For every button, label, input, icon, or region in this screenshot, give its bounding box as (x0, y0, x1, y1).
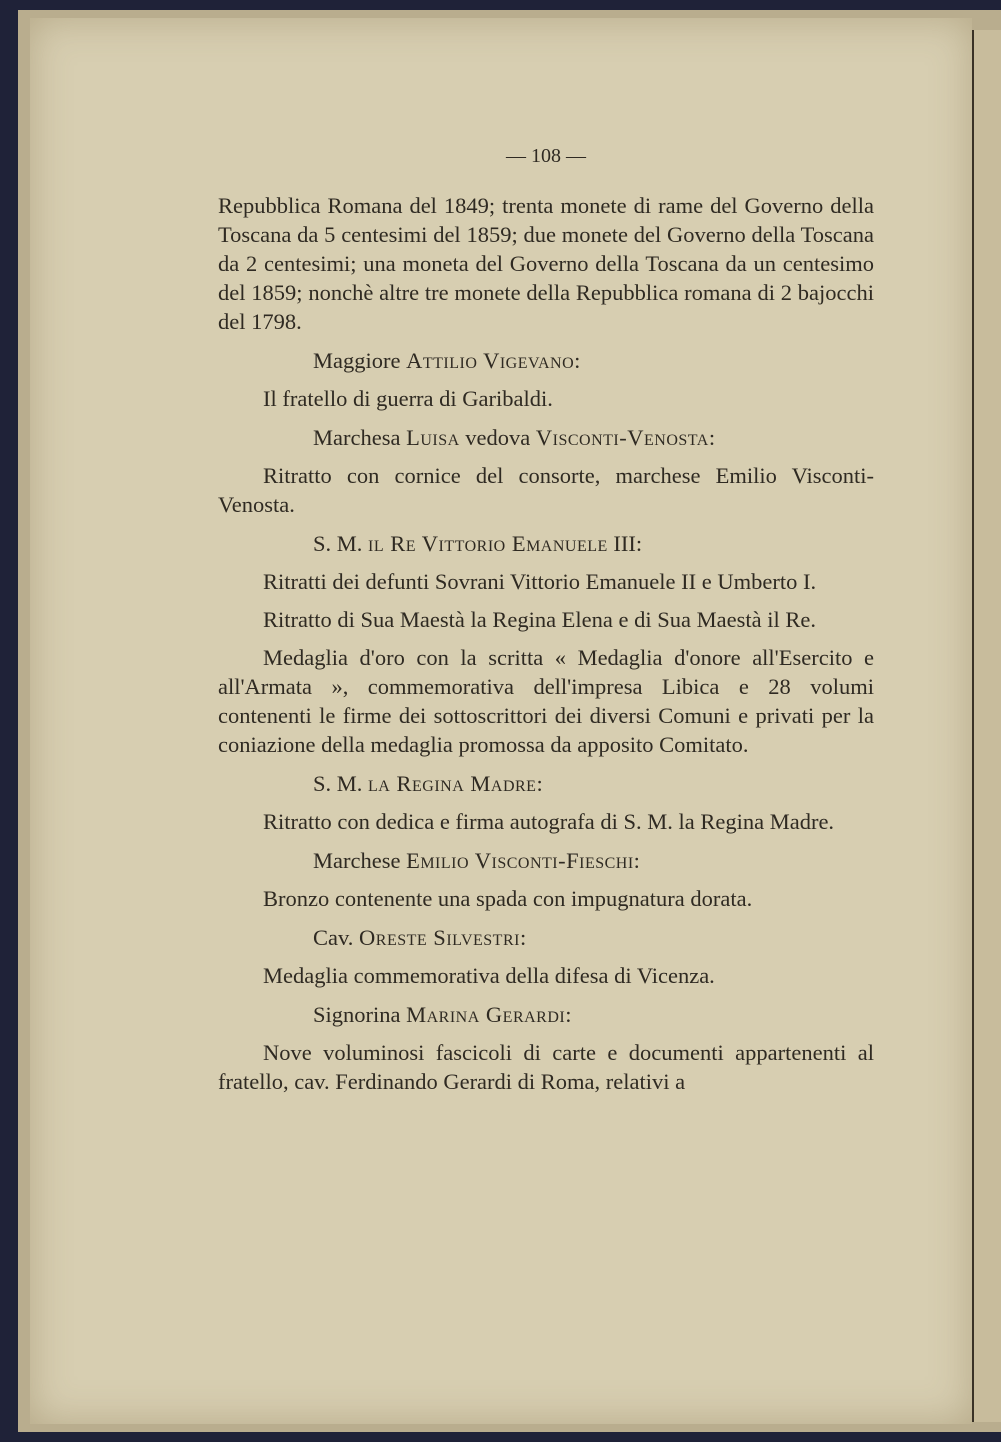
donor-name: Attilio Vigevano (406, 348, 575, 373)
donor-name: Oreste Silvestri (359, 925, 520, 950)
heading-colon: : (536, 771, 543, 796)
donor-title: Marchese (313, 848, 401, 873)
donor-title: Maggiore (313, 348, 401, 373)
next-page-edge (972, 30, 1001, 1422)
donation-description: Ritratto con dedica e firma autografa di S. M. la Regina Madre. (263, 809, 835, 834)
donation-description: Ritratto di Sua Maestà la Regina Elena e di Sua Maestà il Re. (263, 607, 816, 632)
donor-heading (218, 923, 874, 952)
donor-heading (218, 769, 874, 798)
heading-colon: : (708, 425, 716, 450)
donation-description: Nove voluminosi fascicoli di carte e documenti appartenenti al fratello, cav. Ferdinando Gerardi di Roma, relativi a (218, 1040, 874, 1094)
donor-name: il Re Vittorio Emanuele (368, 531, 608, 556)
donor-title: Marchesa (313, 425, 401, 450)
donor-heading (218, 846, 874, 875)
heading-colon: : (519, 925, 527, 950)
heading-colon: : (565, 1002, 572, 1027)
paragraph-continuation: Repubblica Romana del 1849; trenta monete di rame del Governo della Toscana da 5 centesimi del 1859; due monete del Governo della Toscana da 2 centesimi; una moneta del Governo della Toscana da un centesimo del 1859; nonchè altre tre monete della Repubblica romana di 2 bajocchi del 1798. (218, 193, 874, 334)
heading-colon: : (633, 848, 640, 873)
donor-regnal-number: III (613, 531, 636, 556)
heading-colon: : (635, 531, 643, 556)
donor-title: Signorina (313, 1002, 401, 1027)
page-text (218, 142, 874, 1105)
donor-relation: vedova (465, 425, 531, 450)
donation-description: Medaglia d'oro con la scritta « Medaglia d'onore all'Esercito e all'Armata », commemorativa dell'impresa Libica e 28 volumi contenenti le firme dei sottoscrittori dei diversi Comuni e privati per la coniazione della medaglia promossa da apposito Comitato. (218, 645, 874, 757)
donor-name: Luisa (406, 425, 460, 450)
donor-surname: Visconti-Venosta (535, 425, 709, 450)
donation-description: Medaglia commemorativa della difesa di Vicenza. (263, 963, 715, 988)
donation-description: Il fratello di guerra di Garibaldi. (263, 386, 553, 411)
donation-description: Ritratto con cornice del consorte, marchese Emilio Visconti-Venosta. (218, 463, 874, 517)
page-number: — 108 — (506, 145, 586, 167)
donor-title: S. M. (313, 531, 363, 556)
donation-description: Bronzo contenente una spada con impugnatura dorata. (263, 886, 753, 911)
donor-heading (218, 346, 874, 375)
donor-title: Cav. (313, 925, 354, 950)
donor-heading (218, 1000, 874, 1029)
heading-colon: : (574, 348, 581, 373)
donor-heading (218, 423, 874, 452)
donor-title: S. M. (313, 771, 363, 796)
donor-name: Emilio Visconti-Fieschi (406, 848, 634, 873)
donor-heading (218, 529, 874, 558)
donor-name: Marina Gerardi (406, 1002, 566, 1027)
donor-name: la Regina Madre (368, 771, 537, 796)
donation-description: Ritratti dei defunti Sovrani Vittorio Emanuele II e Umberto I. (263, 569, 817, 594)
